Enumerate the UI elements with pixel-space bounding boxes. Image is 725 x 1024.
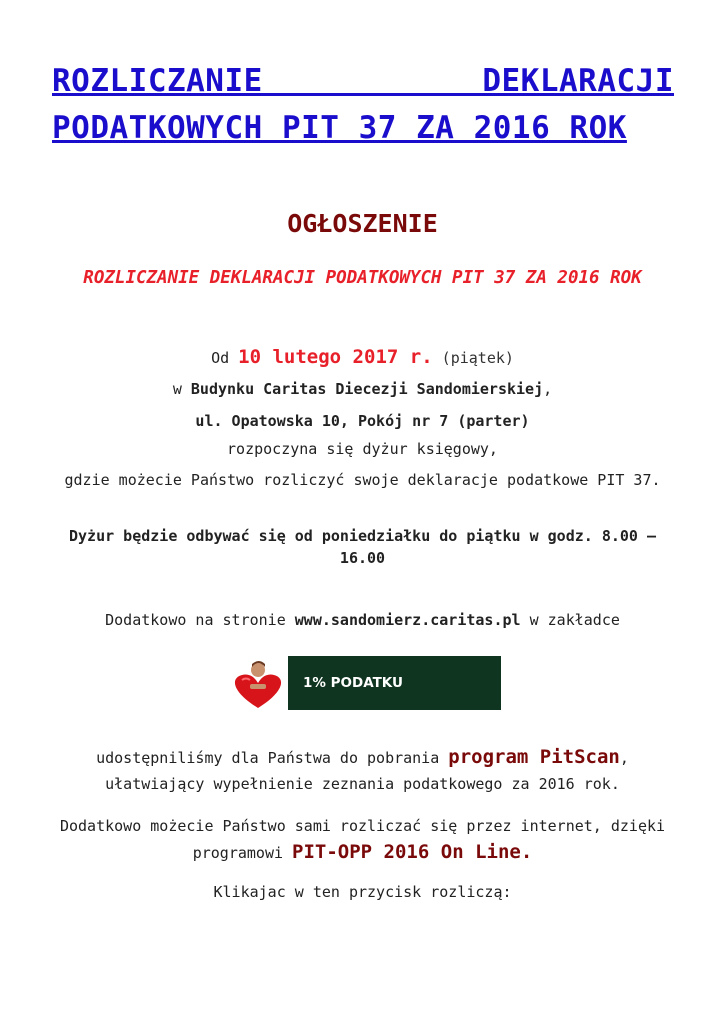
pitscan-program-link[interactable]: program PitScan (448, 746, 620, 768)
pitscan-suffix: , ułatwiający wypełnienie zeznania podatkowego za 2016 rok. (105, 749, 629, 793)
address-line (40, 410, 685, 432)
heart-person-image (228, 656, 288, 710)
website-prefix: Dodatkowo na stronie (105, 611, 295, 629)
place-prefix: w (172, 380, 191, 398)
duty-text: rozpoczyna się dyżur księgowy, (227, 440, 498, 458)
announcement-heading: OGŁOSZENIE (287, 209, 438, 238)
announcement-subtitle: ROZLICZANIE DEKLARACJI PODATKOWYCH PIT 37 ZA 2016 ROK (83, 268, 642, 288)
banner-label[interactable]: 1% PODATKU (288, 656, 501, 710)
settle-text: gdzie możecie Państwo rozliczyć swoje deklaracje podatkowe PIT 37. (64, 471, 661, 489)
place-suffix: , (543, 380, 553, 398)
place-line (40, 378, 685, 400)
pit-opp-program-link[interactable]: PIT-OPP 2016 On Line (292, 841, 521, 863)
duty-line (40, 438, 685, 460)
click-text: Klikajac w ten przycisk rozliczą: (213, 883, 512, 901)
place-name: Budynku Caritas Diecezji Sandomierskiej (190, 380, 544, 398)
website-suffix: w zakładce (520, 611, 620, 629)
heart-icon (228, 656, 288, 710)
hours-line (60, 525, 665, 569)
page-title-link[interactable]: ROZLICZANIE DEKLARACJI PODATKOWYCH PIT 37 ZA 2016 ROK (52, 63, 674, 146)
start-date: 10 lutego 2017 r. (238, 346, 433, 368)
online-suffix: . (520, 841, 533, 863)
online-line (50, 813, 675, 866)
address: ul. Opatowska 10, Pokój nr 7 (parter) (195, 412, 530, 430)
website-line (40, 609, 685, 631)
hours-text: Dyżur będzie odbywać się od poniedziałku do piątku w godz. 8.00 – 16.00 (69, 527, 656, 567)
pitscan-line (50, 744, 675, 797)
one-percent-tax-banner[interactable] (228, 656, 501, 710)
website-link[interactable]: www.sandomierz.caritas.pl (294, 611, 521, 629)
date-prefix: Od (211, 349, 239, 367)
weekday: (piątek) (432, 349, 514, 367)
pitscan-prefix: udostępniliśmy dla Państwa do pobrania (96, 749, 449, 767)
click-line (40, 881, 685, 903)
date-line (40, 346, 685, 369)
online-prefix: Dodatkowo możecie Państwo sami rozliczać się przez internet, dzięki programowi (59, 817, 666, 862)
settle-line (60, 469, 665, 491)
